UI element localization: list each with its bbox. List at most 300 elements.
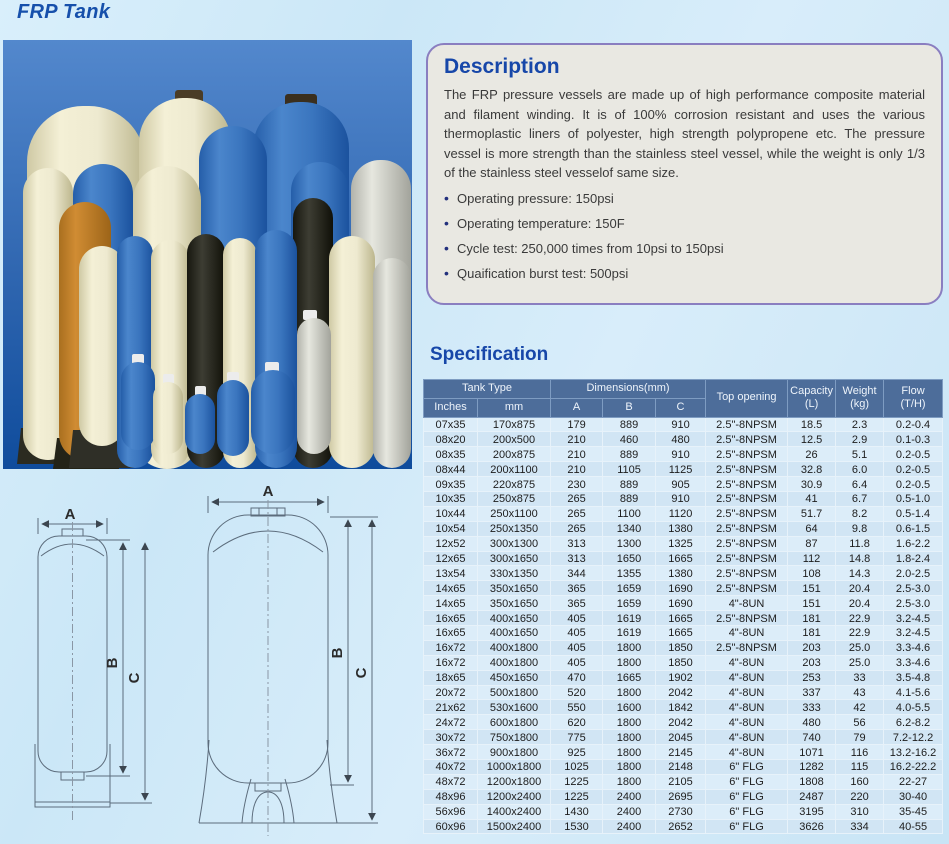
table-cell: 26	[788, 447, 836, 462]
table-cell: 337	[788, 685, 836, 700]
table-row	[424, 759, 943, 774]
table-cell: 0.5-1.4	[884, 506, 943, 521]
table-cell: 775	[551, 730, 603, 745]
table-cell: 11.8	[836, 536, 884, 551]
table-cell: 2487	[788, 789, 836, 804]
col-capacity-unit: (L)	[804, 398, 819, 411]
col-group-tank-type: Tank Type	[424, 380, 551, 399]
col-capacity-label: Capacity	[790, 384, 833, 397]
table-row	[424, 670, 943, 685]
table-cell: 1659	[603, 596, 656, 611]
table-cell: 2.9	[836, 432, 884, 447]
specification-table	[423, 379, 943, 834]
table-cell: 08x20	[424, 432, 478, 447]
table-cell: 1071	[788, 745, 836, 760]
table-cell: 108	[788, 566, 836, 581]
table-cell: 405	[551, 611, 603, 626]
table-cell: 889	[603, 417, 656, 432]
table-cell: 24x72	[424, 715, 478, 730]
table-cell: 313	[551, 536, 603, 551]
table-cell: 2145	[656, 745, 706, 760]
table-row	[424, 566, 943, 581]
table-cell: 300x1650	[478, 551, 551, 566]
table-cell: 6.7	[836, 491, 884, 506]
table-cell: 2.5"-8NPSM	[706, 432, 788, 447]
table-cell: 2.5"-8NPSM	[706, 566, 788, 581]
table-row	[424, 655, 943, 670]
table-cell: 2.5"-8NPSM	[706, 417, 788, 432]
col-weight	[836, 380, 884, 418]
table-cell: 6.0	[836, 462, 884, 477]
table-cell: 905	[656, 477, 706, 492]
table-cell: 1125	[656, 462, 706, 477]
table-cell: 21x62	[424, 700, 478, 715]
table-cell: 179	[551, 417, 603, 432]
table-cell: 2.5"-8NPSM	[706, 611, 788, 626]
table-cell: 1500x2400	[478, 819, 551, 834]
table-cell: 1105	[603, 462, 656, 477]
table-cell: 112	[788, 551, 836, 566]
table-cell: 4"-8UN	[706, 625, 788, 640]
table-cell: 1355	[603, 566, 656, 581]
table-cell: 13x54	[424, 566, 478, 581]
table-cell: 1600	[603, 700, 656, 715]
table-cell: 14x65	[424, 596, 478, 611]
table-cell: 2148	[656, 759, 706, 774]
table-cell: 9.8	[836, 521, 884, 536]
table-cell: 3.5-4.8	[884, 670, 943, 685]
table-row	[424, 640, 943, 655]
table-cell: 2.5"-8NPSM	[706, 640, 788, 655]
table-cell: 16.2-22.2	[884, 759, 943, 774]
col-flow	[884, 380, 943, 418]
table-row	[424, 506, 943, 521]
table-cell: 480	[656, 432, 706, 447]
table-cell: 1225	[551, 774, 603, 789]
table-cell: 36x72	[424, 745, 478, 760]
specification-heading: Specification	[430, 344, 549, 365]
table-cell: 30.9	[788, 477, 836, 492]
table-cell: 07x35	[424, 417, 478, 432]
table-cell: 2.5"-8NPSM	[706, 536, 788, 551]
table-cell: 550	[551, 700, 603, 715]
table-cell: 4"-8UN	[706, 685, 788, 700]
description-bullet: • Operating temperature: 150F	[444, 216, 925, 231]
table-cell: 2.5"-8NPSM	[706, 462, 788, 477]
table-cell: 250x1350	[478, 521, 551, 536]
table-cell: 405	[551, 655, 603, 670]
table-cell: 2.5"-8NPSM	[706, 521, 788, 536]
col-flow-unit: (T/H)	[900, 398, 926, 411]
table-cell: 18x65	[424, 670, 478, 685]
table-cell: 910	[656, 447, 706, 462]
table-row	[424, 536, 943, 551]
table-row	[424, 774, 943, 789]
dim-label-c: C	[126, 672, 143, 684]
table-cell: 1690	[656, 581, 706, 596]
table-cell: 30x72	[424, 730, 478, 745]
table-cell: 181	[788, 625, 836, 640]
table-cell: 48x72	[424, 774, 478, 789]
table-cell: 1665	[656, 551, 706, 566]
table-cell: 1690	[656, 596, 706, 611]
table-cell: 0.6-1.5	[884, 521, 943, 536]
table-row	[424, 432, 943, 447]
col-dim-b: B	[603, 398, 656, 417]
tank-dimension-drawings	[0, 478, 420, 844]
table-cell: 253	[788, 670, 836, 685]
table-cell: 151	[788, 596, 836, 611]
table-cell: 265	[551, 521, 603, 536]
table-cell: 1902	[656, 670, 706, 685]
table-cell: 3.2-4.5	[884, 625, 943, 640]
description-panel	[426, 43, 943, 305]
table-cell: 1800	[603, 715, 656, 730]
description-body: The FRP pressure vessels are made up of high performance composite material and filament winding. It is of 100% corrosion resistant and uses the various thermoplastic liners of polyester, high strength polypropene etc. The pressure vessel is more strength than the stainless steel vessel, while the weight is only 1/3 of the stainless steel vesselof same size.	[444, 87, 925, 180]
table-cell: 0.1-0.3	[884, 432, 943, 447]
table-cell: 2.5"-8NPSM	[706, 506, 788, 521]
table-cell: 250x1100	[478, 506, 551, 521]
table-cell: 0.2-0.4	[884, 417, 943, 432]
table-cell: 1800	[603, 655, 656, 670]
table-cell: 2400	[603, 789, 656, 804]
table-cell: 460	[603, 432, 656, 447]
table-cell: 20x72	[424, 685, 478, 700]
table-cell: 08x44	[424, 462, 478, 477]
table-row	[424, 611, 943, 626]
table-cell: 09x35	[424, 477, 478, 492]
table-cell: 1842	[656, 700, 706, 715]
col-mm: mm	[478, 398, 551, 417]
table-row	[424, 819, 943, 834]
table-cell: 1530	[551, 819, 603, 834]
col-group-dimensions: Dimensions(mm)	[551, 380, 706, 399]
col-dim-a: A	[551, 398, 603, 417]
table-cell: 20.4	[836, 596, 884, 611]
table-cell: 2695	[656, 789, 706, 804]
table-cell: 1800	[603, 774, 656, 789]
table-cell: 13.2-16.2	[884, 745, 943, 760]
table-cell: 160	[836, 774, 884, 789]
drawing-small-tank	[35, 518, 152, 820]
table-cell: 4.1-5.6	[884, 685, 943, 700]
table-cell: 1120	[656, 506, 706, 521]
table-cell: 200x875	[478, 447, 551, 462]
table-cell: 4.0-5.5	[884, 700, 943, 715]
table-cell: 3626	[788, 819, 836, 834]
table-cell: 6" FLG	[706, 789, 788, 804]
table-cell: 3.3-4.6	[884, 640, 943, 655]
table-cell: 32.8	[788, 462, 836, 477]
table-cell: 10x44	[424, 506, 478, 521]
table-cell: 350x1650	[478, 596, 551, 611]
frp-tanks-photo-illustration	[3, 40, 412, 469]
table-cell: 203	[788, 655, 836, 670]
table-cell: 87	[788, 536, 836, 551]
table-cell: 330x1350	[478, 566, 551, 581]
table-cell: 1800	[603, 759, 656, 774]
table-cell: 14.3	[836, 566, 884, 581]
table-cell: 2105	[656, 774, 706, 789]
col-capacity	[788, 380, 836, 418]
table-cell: 16x72	[424, 640, 478, 655]
dim-label-b: B	[329, 647, 346, 659]
table-cell: 35-45	[884, 804, 943, 819]
table-cell: 4"-8UN	[706, 700, 788, 715]
drawing-large-tank	[199, 496, 378, 836]
table-row	[424, 625, 943, 640]
table-cell: 2.5"-8NPSM	[706, 491, 788, 506]
table-cell: 2045	[656, 730, 706, 745]
table-cell: 14.8	[836, 551, 884, 566]
table-cell: 1800	[603, 730, 656, 745]
table-cell: 2400	[603, 819, 656, 834]
table-cell: 42	[836, 700, 884, 715]
table-cell: 0.5-1.0	[884, 491, 943, 506]
table-cell: 750x1800	[478, 730, 551, 745]
table-cell: 220x875	[478, 477, 551, 492]
table-cell: 365	[551, 596, 603, 611]
table-cell: 116	[836, 745, 884, 760]
col-weight-label: Weight	[842, 384, 877, 397]
table-cell: 1650	[603, 551, 656, 566]
description-bullets	[444, 191, 925, 281]
table-row	[424, 700, 943, 715]
table-row	[424, 745, 943, 760]
table-cell: 6" FLG	[706, 759, 788, 774]
col-flow-label: Flow	[901, 384, 925, 397]
table-cell: 60x96	[424, 819, 478, 834]
table-cell: 1665	[656, 625, 706, 640]
table-cell: 151	[788, 581, 836, 596]
table-cell: 600x1800	[478, 715, 551, 730]
table-row	[424, 477, 943, 492]
table-cell: 1850	[656, 640, 706, 655]
table-cell: 620	[551, 715, 603, 730]
table-cell: 2.5-3.0	[884, 581, 943, 596]
table-cell: 1200x2400	[478, 789, 551, 804]
table-cell: 4"-8UN	[706, 670, 788, 685]
table-cell: 1665	[603, 670, 656, 685]
table-cell: 1400x2400	[478, 804, 551, 819]
table-cell: 333	[788, 700, 836, 715]
table-cell: 12x52	[424, 536, 478, 551]
table-cell: 1000x1800	[478, 759, 551, 774]
description-bullet: • Cycle test: 250,000 times from 10psi to 150psi	[444, 241, 925, 256]
table-cell: 16x65	[424, 625, 478, 640]
table-cell: 181	[788, 611, 836, 626]
col-dim-c: C	[656, 398, 706, 417]
dim-label-a: A	[64, 506, 76, 523]
table-cell: 1808	[788, 774, 836, 789]
table-cell: 3.3-4.6	[884, 655, 943, 670]
table-cell: 500x1800	[478, 685, 551, 700]
table-cell: 12x65	[424, 551, 478, 566]
table-cell: 250x875	[478, 491, 551, 506]
table-cell: 5.1	[836, 447, 884, 462]
table-cell: 14x65	[424, 581, 478, 596]
table-row	[424, 447, 943, 462]
table-cell: 48x96	[424, 789, 478, 804]
table-cell: 6" FLG	[706, 819, 788, 834]
table-cell: 2.0-2.5	[884, 566, 943, 581]
table-cell: 3.2-4.5	[884, 611, 943, 626]
table-cell: 203	[788, 640, 836, 655]
table-cell: 265	[551, 506, 603, 521]
table-cell: 43	[836, 685, 884, 700]
table-cell: 925	[551, 745, 603, 760]
table-row	[424, 462, 943, 477]
table-cell: 1100	[603, 506, 656, 521]
col-inches: Inches	[424, 398, 478, 417]
table-cell: 25.0	[836, 640, 884, 655]
table-cell: 40x72	[424, 759, 478, 774]
table-cell: 400x1650	[478, 625, 551, 640]
table-cell: 220	[836, 789, 884, 804]
table-row	[424, 730, 943, 745]
table-cell: 2.5"-8NPSM	[706, 581, 788, 596]
table-cell: 3195	[788, 804, 836, 819]
table-cell: 1340	[603, 521, 656, 536]
table-cell: 900x1800	[478, 745, 551, 760]
table-cell: 2.5"-8NPSM	[706, 551, 788, 566]
table-cell: 2730	[656, 804, 706, 819]
table-row	[424, 715, 943, 730]
table-cell: 1430	[551, 804, 603, 819]
table-cell: 12.5	[788, 432, 836, 447]
dim-label-a: A	[262, 483, 274, 500]
table-cell: 1850	[656, 655, 706, 670]
table-cell: 1025	[551, 759, 603, 774]
table-cell: 22-27	[884, 774, 943, 789]
table-cell: 889	[603, 477, 656, 492]
table-cell: 2.5"-8NPSM	[706, 447, 788, 462]
table-cell: 1800	[603, 745, 656, 760]
table-cell: 0.2-0.5	[884, 447, 943, 462]
table-cell: 6.4	[836, 477, 884, 492]
table-cell: 1282	[788, 759, 836, 774]
table-cell: 08x35	[424, 447, 478, 462]
table-cell: 41	[788, 491, 836, 506]
table-cell: 1665	[656, 611, 706, 626]
table-cell: 2652	[656, 819, 706, 834]
table-cell: 889	[603, 447, 656, 462]
table-row	[424, 581, 943, 596]
col-top-opening: Top opening	[706, 380, 788, 418]
table-cell: 25.0	[836, 655, 884, 670]
table-cell: 2.5"-8NPSM	[706, 477, 788, 492]
table-cell: 20.4	[836, 581, 884, 596]
table-cell: 6" FLG	[706, 774, 788, 789]
table-cell: 6" FLG	[706, 804, 788, 819]
table-cell: 480	[788, 715, 836, 730]
table-cell: 22.9	[836, 611, 884, 626]
table-cell: 1619	[603, 611, 656, 626]
table-cell: 450x1650	[478, 670, 551, 685]
table-row	[424, 804, 943, 819]
table-cell: 170x875	[478, 417, 551, 432]
table-cell: 6.2-8.2	[884, 715, 943, 730]
table-row	[424, 596, 943, 611]
table-cell: 265	[551, 491, 603, 506]
table-cell: 2.5-3.0	[884, 596, 943, 611]
table-cell: 344	[551, 566, 603, 581]
table-cell: 300x1300	[478, 536, 551, 551]
table-cell: 56	[836, 715, 884, 730]
table-cell: 350x1650	[478, 581, 551, 596]
table-cell: 64	[788, 521, 836, 536]
table-row	[424, 417, 943, 432]
table-cell: 4"-8UN	[706, 745, 788, 760]
table-cell: 1800	[603, 640, 656, 655]
table-cell: 0.2-0.5	[884, 477, 943, 492]
table-cell: 1.8-2.4	[884, 551, 943, 566]
description-heading: Description	[444, 55, 560, 78]
table-cell: 0.2-0.5	[884, 462, 943, 477]
spec-table-header	[424, 380, 943, 418]
table-cell: 210	[551, 447, 603, 462]
page-title: FRP Tank	[17, 1, 111, 23]
table-cell: 4"-8UN	[706, 730, 788, 745]
table-cell: 365	[551, 581, 603, 596]
spec-table-body	[424, 417, 943, 834]
table-cell: 1.6-2.2	[884, 536, 943, 551]
table-cell: 400x1650	[478, 611, 551, 626]
table-cell: 400x1800	[478, 655, 551, 670]
table-cell: 33	[836, 670, 884, 685]
table-cell: 230	[551, 477, 603, 492]
table-cell: 1200x1800	[478, 774, 551, 789]
dim-label-b: B	[104, 657, 121, 669]
description-bullet: • Operating pressure: 150psi	[444, 191, 925, 206]
table-cell: 7.2-12.2	[884, 730, 943, 745]
table-cell: 40-55	[884, 819, 943, 834]
table-cell: 4"-8UN	[706, 655, 788, 670]
table-cell: 1225	[551, 789, 603, 804]
table-cell: 910	[656, 417, 706, 432]
table-cell: 740	[788, 730, 836, 745]
table-cell: 210	[551, 432, 603, 447]
table-cell: 79	[836, 730, 884, 745]
table-cell: 1619	[603, 625, 656, 640]
table-row	[424, 551, 943, 566]
table-cell: 115	[836, 759, 884, 774]
col-weight-unit: (kg)	[850, 398, 870, 411]
table-cell: 2042	[656, 715, 706, 730]
table-cell: 1800	[603, 685, 656, 700]
table-row	[424, 685, 943, 700]
table-cell: 210	[551, 462, 603, 477]
table-cell: 4"-8UN	[706, 715, 788, 730]
table-cell: 1380	[656, 521, 706, 536]
table-cell: 470	[551, 670, 603, 685]
table-cell: 10x54	[424, 521, 478, 536]
table-cell: 889	[603, 491, 656, 506]
table-cell: 910	[656, 491, 706, 506]
table-cell: 405	[551, 640, 603, 655]
table-cell: 1325	[656, 536, 706, 551]
table-cell: 2400	[603, 804, 656, 819]
description-bullet: • Quaification burst test: 500psi	[444, 266, 925, 281]
table-cell: 310	[836, 804, 884, 819]
table-cell: 520	[551, 685, 603, 700]
table-cell: 16x65	[424, 611, 478, 626]
table-cell: 405	[551, 625, 603, 640]
table-cell: 10x35	[424, 491, 478, 506]
table-row	[424, 789, 943, 804]
table-cell: 51.7	[788, 506, 836, 521]
table-cell: 200x500	[478, 432, 551, 447]
